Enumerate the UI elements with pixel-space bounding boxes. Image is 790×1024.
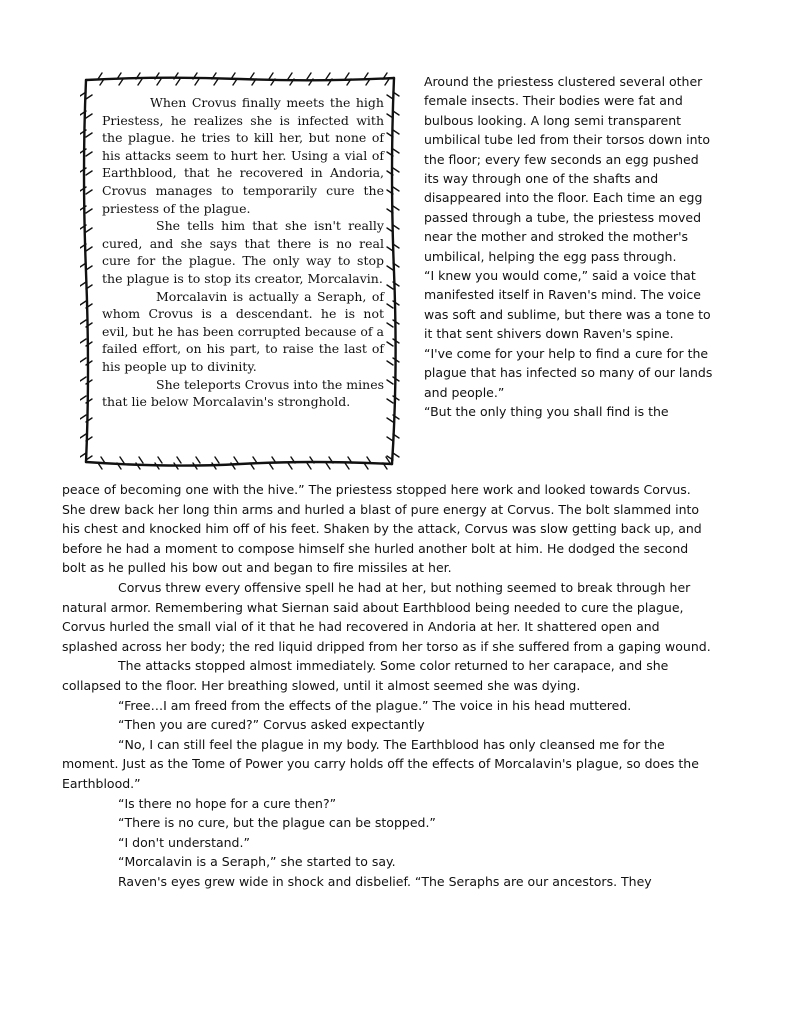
body-paragraph: peace of becoming one with the hive.” The priestess stopped here work and looked towards Corvus. She drew back her long thin arms and hurled a blast of pure energy at Corvus. The bolt slammed into his chest and knocked him off of his feet. Shaken by the attack, Corvus was slow getting back up, and before he had a moment to compose himself she hurled another bolt at him. He dodged the second bolt as he pulled his bow out and began to fire missiles at her. [62,482,702,576]
body-paragraph: “But the only thing you shall find is the [424,403,669,419]
body-paragraph: “I've come for your help to find a cure for the plague that has infected so many of our lands and people.” [424,345,713,400]
right-column-text [424,72,714,421]
sidebar-paragraph: She tells him that she isn't really cured, and she says that there is no real cure for the plague. The only way to stop the plague is to stop its creator, Morcalavin. [102,218,384,286]
sidebar-paragraph: She teleports Crovus into the mines that lie below Morcalavin's stronghold. [102,376,385,410]
body-paragraph: “Then you are cured?” Corvus asked expectantly [118,717,425,733]
sidebar-paragraph: Morcalavin is actually a Seraph, of whom Crovus is a descendant. he is not evil, but he has been corrupted because of a failed effort, on his part, to raise the last of his people up to divinity. [102,288,384,374]
main-body-text [62,480,712,891]
body-paragraph: “There is no cure, but the plague can be stopped.” [118,815,436,831]
sidebar-paragraph: When Crovus finally meets the high Priestess, he realizes she is infected with the plague. he tries to kill her, but none of his attacks seem to hurt her. Using a vial of Earthblood, that he recovered in Andoria, Crovus manages to temporarily cure the priestess of the plague. [102,95,384,216]
body-paragraph: Corvus threw every offensive spell he had at her, but nothing seemed to break through her natural armor. Remembering what Siernan said about Earthblood being needed to cure the plague, Corvus hurled the small vial of it that he had recovered in Andoria at her. It shattered open and splashed across her body; the red liquid dripped from her torso as if she suffered from a gaping wound. [62,579,711,654]
body-paragraph: “I don't understand.” [118,834,250,850]
body-paragraph: “I knew you would come,” said a voice that manifested itself in Raven's mind. The voice was soft and sublime, but there was a tone to it that sent shivers down Raven's spine. [424,268,711,342]
body-paragraph: “Is there no hope for a cure then?” [118,795,337,811]
body-paragraph: “No, I can still feel the plague in my body. The Earthblood has only cleansed me for the moment. Just as the Tome of Power you carry holds off the effects of Morcalavin's plague, so does the Earthblood.” [62,736,699,791]
body-paragraph: The attacks stopped almost immediately. Some color returned to her carapace, and she collapsed to the floor. Her breathing slowed, until it almost seemed she was dying. [62,658,669,693]
body-paragraph: “Morcalavin is a Seraph,” she started to say. [118,854,396,870]
sidebar-summary [102,94,384,411]
body-paragraph: “Free…I am freed from the effects of the plague.” The voice in his head muttered. [118,697,632,713]
body-paragraph: Around the priestess clustered several other female insects. Their bodies were fat and bulbous looking. A long semi transparent umbilical tube led from their torsos down into the floor; every few seconds an egg pushed its way through one of the shafts and disappeared into the floor. Each time an egg passed through a tube, the priestess moved near the mother and stroked the mother's umbilical, helping the egg pass through. [424,74,711,264]
body-paragraph: Raven's eyes grew wide in shock and disbelief. “The Seraphs are our ancestors. They [118,873,652,889]
